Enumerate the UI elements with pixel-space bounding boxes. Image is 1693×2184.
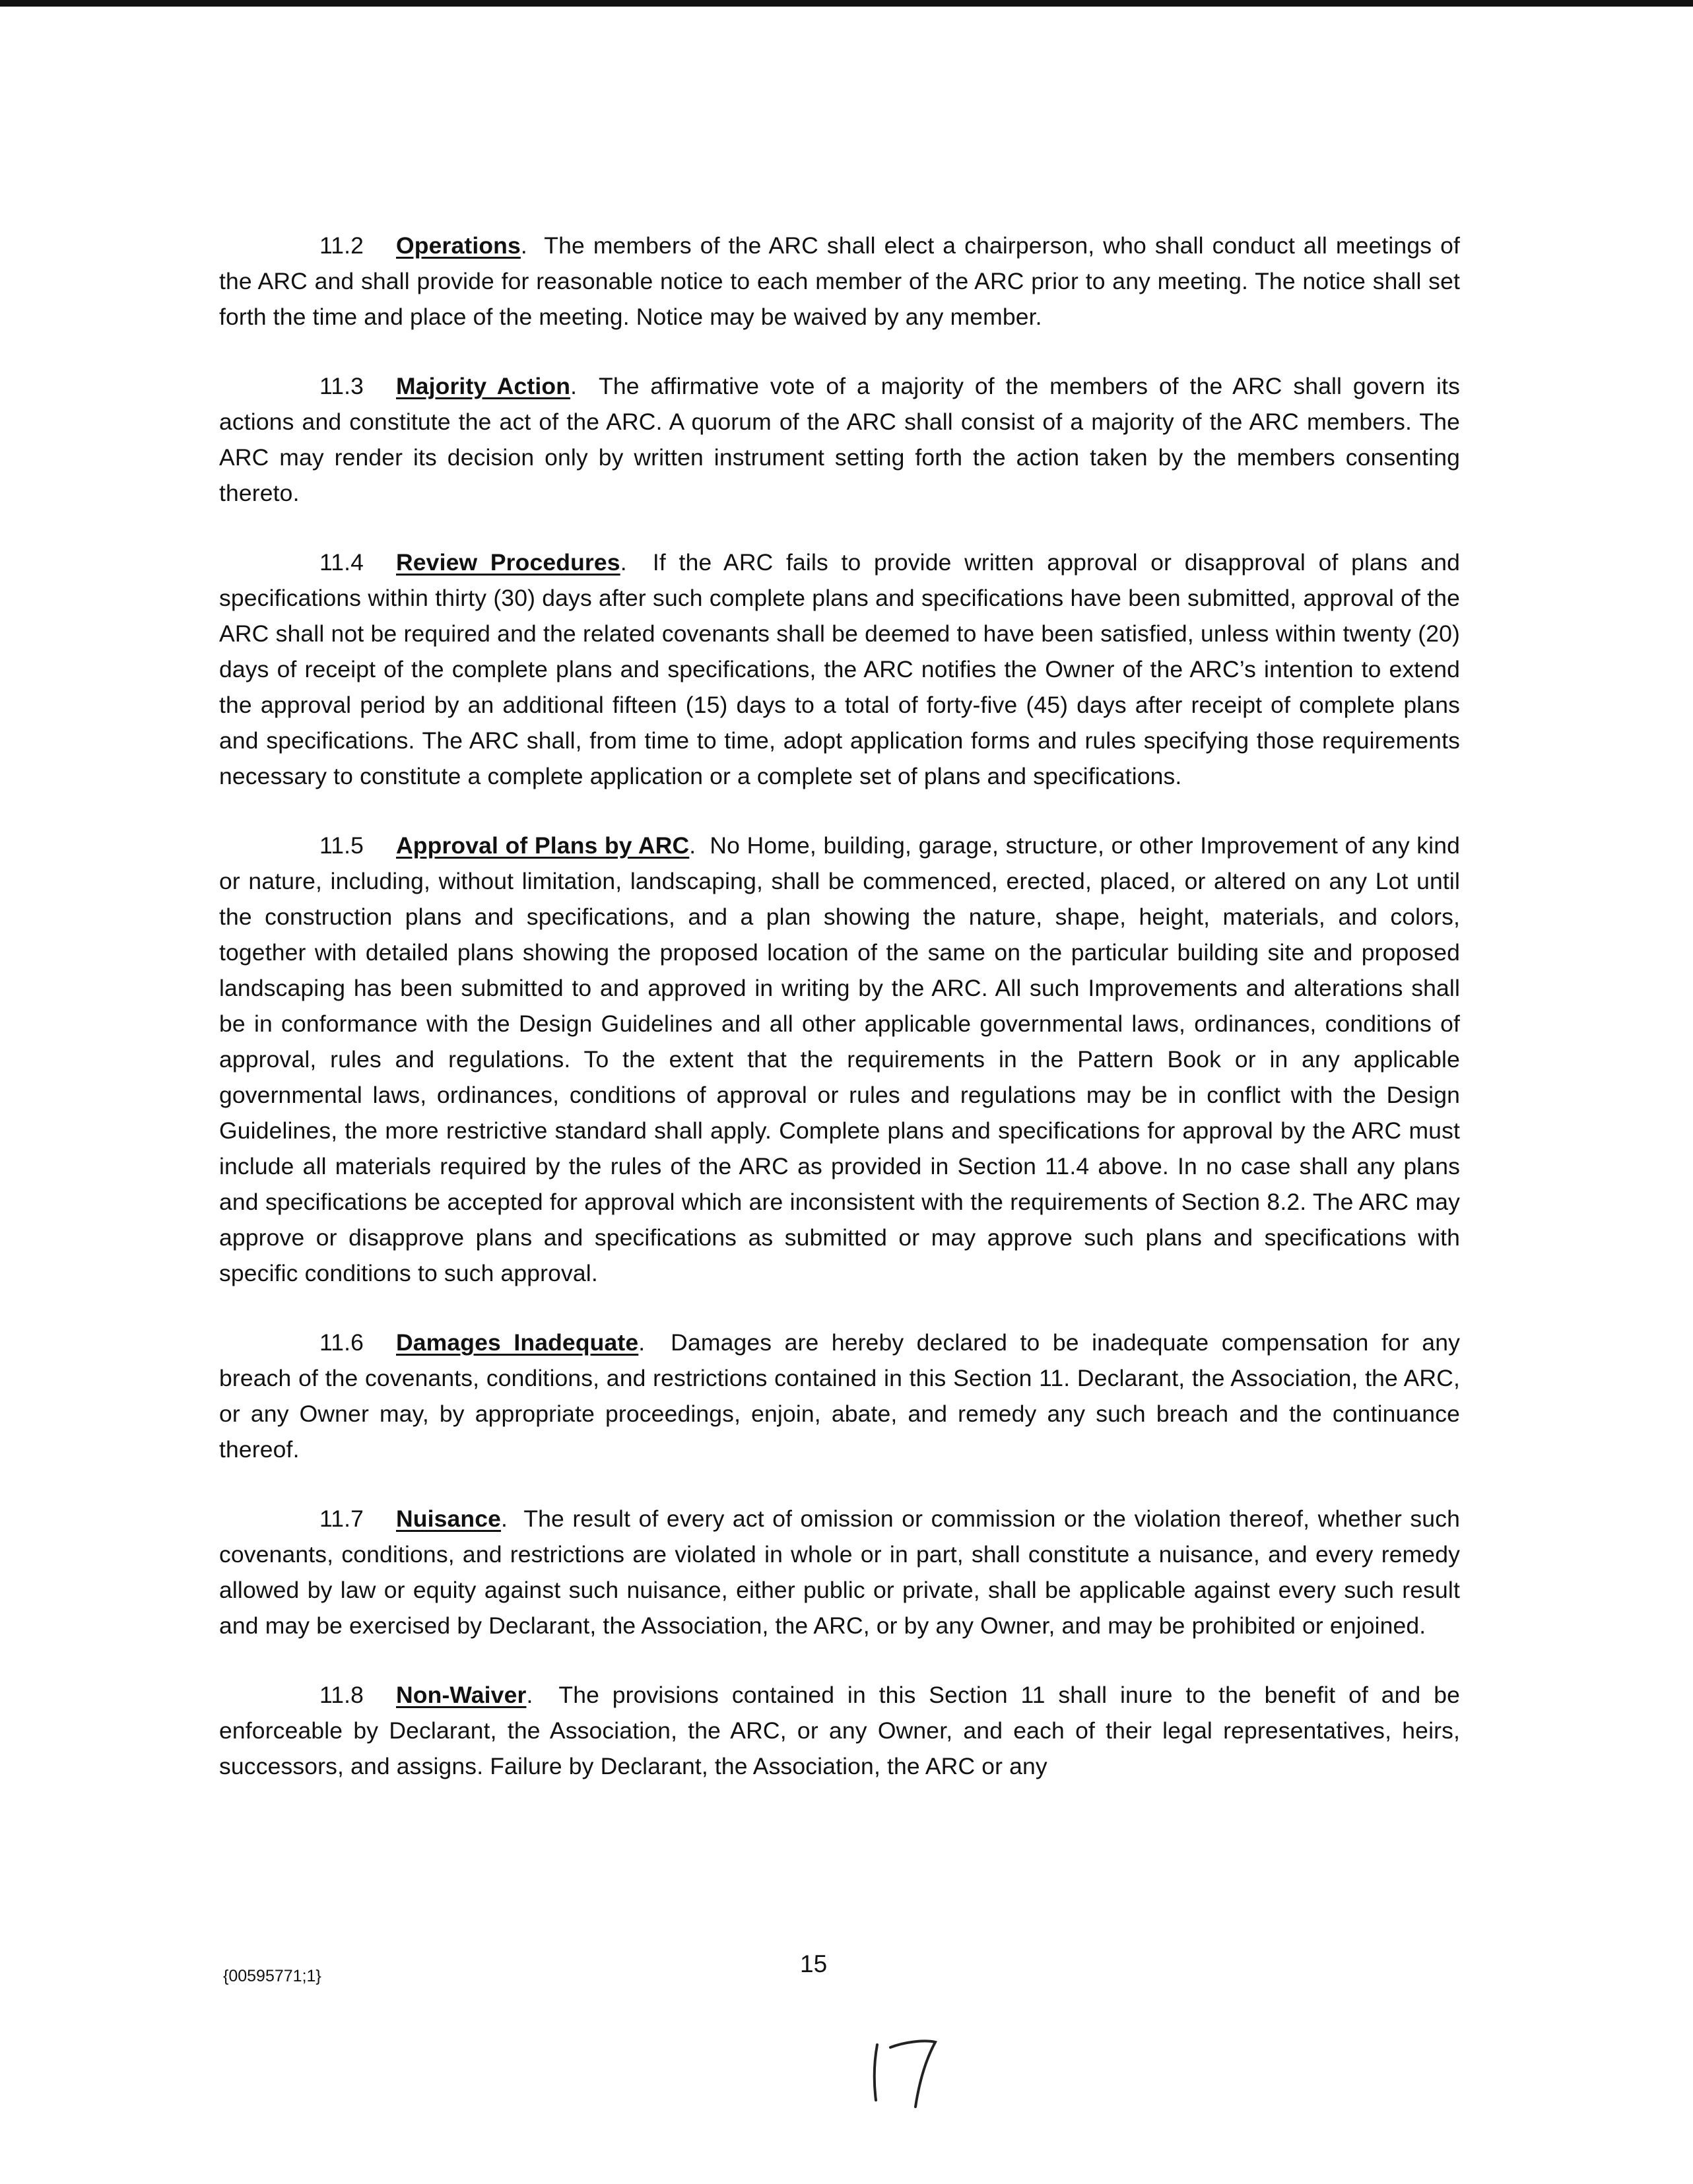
section-number: 11.6 [319, 1329, 364, 1356]
section-11-3: 11.3 Majority Action. The affirmative vote of a majority of the members of the ARC shall govern its actions and constitute the act of the ARC. A quorum of the ARC shall consist of a majority of the ARC members. The ARC may render its decision only by written instrument setting forth the action taken by the members consenting thereto. [219, 368, 1460, 511]
section-text: If the ARC fails to provide written approval or disapproval of plans and specifications within thirty (30) days after such complete plans and specifications have been submitted, approval of the ARC shall not be required and the related covenants shall be deemed to have been satisfied, unless within twenty (20) days of receipt of the complete plans and specifications, the ARC notifies the Owner of the ARC’s intention to extend the approval period by an additional fifteen (15) days to a total of forty-five (45) days after receipt of complete plans and specifications. The ARC shall, from time to time, adopt application forms and rules specifying those requirements necessary to constitute a complete application or a complete set of plans and specifications. [219, 549, 1460, 789]
section-text: Damages are hereby declared to be inadequate compensation for any breach of the covenants, conditions, and restrictions contained in this Section 11. Declarant, the Association, the ARC, or any Owner may, by appropriate proceedings, enjoin, abate, and remedy any such breach and the continuance thereof. [219, 1329, 1460, 1463]
section-heading: Review Procedures [396, 549, 620, 576]
section-heading: Non-Waiver [396, 1682, 527, 1708]
section-number: 11.3 [319, 373, 364, 399]
section-11-5: 11.5 Approval of Plans by ARC. No Home, building, garage, structure, or other Improvement of any kind or nature, including, without limitation, landscaping, shall be commenced, erected, placed, or altered on any Lot until the construction plans and specifications, and a plan showing the nature, shape, height, materials, and colors, together with detailed plans showing the proposed location of the same on the particular building site and proposed landscaping has been submitted to and approved in writing by the ARC. All such Improvements and alterations shall be in conformance with the Design Guidelines and all other applicable governmental laws, ordinances, conditions of approval, rules and regulations. To the extent that the requirements in the Pattern Book or in any applicable governmental laws, ordinances, conditions of approval or rules and regulations may be in conflict with the Design Guidelines, the more restrictive standard shall apply. Complete plans and specifications for approval by the ARC must include all materials required by the rules of the ARC as provided in Section 11.4 above. In no case shall any plans and specifications be accepted for approval which are inconsistent with the requirements of Section 8.2. The ARC may approve or disapprove plans and specifications as submitted or may approve such plans and specifications with specific conditions to such approval. [219, 828, 1460, 1291]
section-heading: Approval of Plans by ARC [396, 832, 690, 859]
section-text: The provisions contained in this Section 11 shall inure to the benefit of and be enforceable by Declarant, the Association, the ARC, or any Owner, and each of their legal representatives, heirs, successors, and assigns. Failure by Declarant, the Association, the ARC or any [219, 1682, 1460, 1779]
section-number: 11.2 [319, 232, 364, 259]
section-text: The affirmative vote of a majority of the members of the ARC shall govern its actions and constitute the act of the ARC. A quorum of the ARC shall consist of a majority of the ARC members. The ARC may render its decision only by written instrument setting forth the action taken by the members consenting thereto. [219, 373, 1460, 506]
section-heading: Operations [396, 232, 521, 259]
section-heading: Nuisance [396, 1506, 502, 1532]
page-top-border [0, 0, 1693, 7]
section-heading: Damages Inadequate [396, 1329, 639, 1356]
section-heading: Majority Action [396, 373, 571, 399]
section-number: 11.8 [319, 1682, 364, 1708]
section-11-4: 11.4 Review Procedures. If the ARC fails to provide written approval or disapproval of plans and specifications within thirty (30) days after such complete plans and specifications have been submitted, approval of the ARC shall not be required and the related covenants shall be deemed to have been satisfied, unless within twenty (20) days of receipt of the complete plans and specifications, the ARC notifies the Owner of the ARC’s intention to extend the approval period by an additional fifteen (15) days to a total of forty-five (45) days after receipt of complete plans and specifications. The ARC shall, from time to time, adopt application forms and rules specifying those requirements necessary to constitute a complete application or a complete set of plans and specifications. [219, 545, 1460, 794]
section-11-2: 11.2 Operations. The members of the ARC shall elect a chairperson, who shall conduct all meetings of the ARC and shall provide for reasonable notice to each member of the ARC prior to any meeting. The notice shall set forth the time and place of the meeting. Notice may be waived by any member. [219, 228, 1460, 335]
section-text: No Home, building, garage, structure, or other Improvement of any kind or nature, including, without limitation, landscaping, shall be commenced, erected, placed, or altered on any Lot until the construction plans and specifications, and a plan showing the nature, shape, height, materials, and colors, together with detailed plans showing the proposed location of the same on the particular building site and proposed landscaping has been submitted to and approved in writing by the ARC. All such Improvements and alterations shall be in conformance with the Design Guidelines and all other applicable governmental laws, ordinances, conditions of approval, rules and regulations. To the extent that the requirements in the Pattern Book or in any applicable governmental laws, ordinances, conditions of approval or rules and regulations may be in conflict with the Design Guidelines, the more restrictive standard shall apply. Complete plans and specifications for approval by the ARC must include all materials required by the rules of the ARC as provided in Section 11.4 above. In no case shall any plans and specifications be accepted for approval which are inconsistent with the requirements of Section 8.2. The ARC may approve or disapprove plans and specifications as submitted or may approve such plans and specifications with specific conditions to such approval. [219, 832, 1460, 1286]
section-number: 11.5 [319, 832, 364, 859]
page-number: 15 [800, 1950, 828, 1977]
document-id: {00595771;1} [223, 1967, 321, 1985]
section-11-7: 11.7 Nuisance. The result of every act of omission or commission or the violation thereof, whether such covenants, conditions, and restrictions are violated in whole or in part, shall constitute a nuisance, and every remedy allowed by law or equity against such nuisance, either public or private, shall be applicable against every such result and may be exercised by Declarant, the Association, the ARC, or by any Owner, and may be prohibited or enjoined. [219, 1501, 1460, 1643]
section-text: The result of every act of omission or commission or the violation thereof, whether such covenants, conditions, and restrictions are violated in whole or in part, shall constitute a nuisance, and every remedy allowed by law or equity against such nuisance, either public or private, shall be applicable against every such result and may be exercised by Declarant, the Association, the ARC, or by any Owner, and may be prohibited or enjoined. [219, 1506, 1460, 1639]
section-11-6: 11.6 Damages Inadequate. Damages are hereby declared to be inadequate compensation for any breach of the covenants, conditions, and restrictions contained in this Section 11. Declarant, the Association, the ARC, or any Owner may, by appropriate proceedings, enjoin, abate, and remedy any such breach and the continuance thereof. [219, 1325, 1460, 1467]
section-number: 11.7 [319, 1506, 364, 1532]
handwritten-page-mark [868, 2033, 947, 2112]
section-11-8: 11.8 Non-Waiver. The provisions contained in this Section 11 shall inure to the benefit of and be enforceable by Declarant, the Association, the ARC, or any Owner, and each of their legal representatives, heirs, successors, and assigns. Failure by Declarant, the Association, the ARC or any [219, 1677, 1460, 1784]
document-body [219, 228, 1460, 1818]
section-text: The members of the ARC shall elect a chairperson, who shall conduct all meetings of the ARC and shall provide for reasonable notice to each member of the ARC prior to any meeting. The notice shall set forth the time and place of the meeting. Notice may be waived by any member. [219, 232, 1460, 330]
section-number: 11.4 [319, 549, 364, 576]
